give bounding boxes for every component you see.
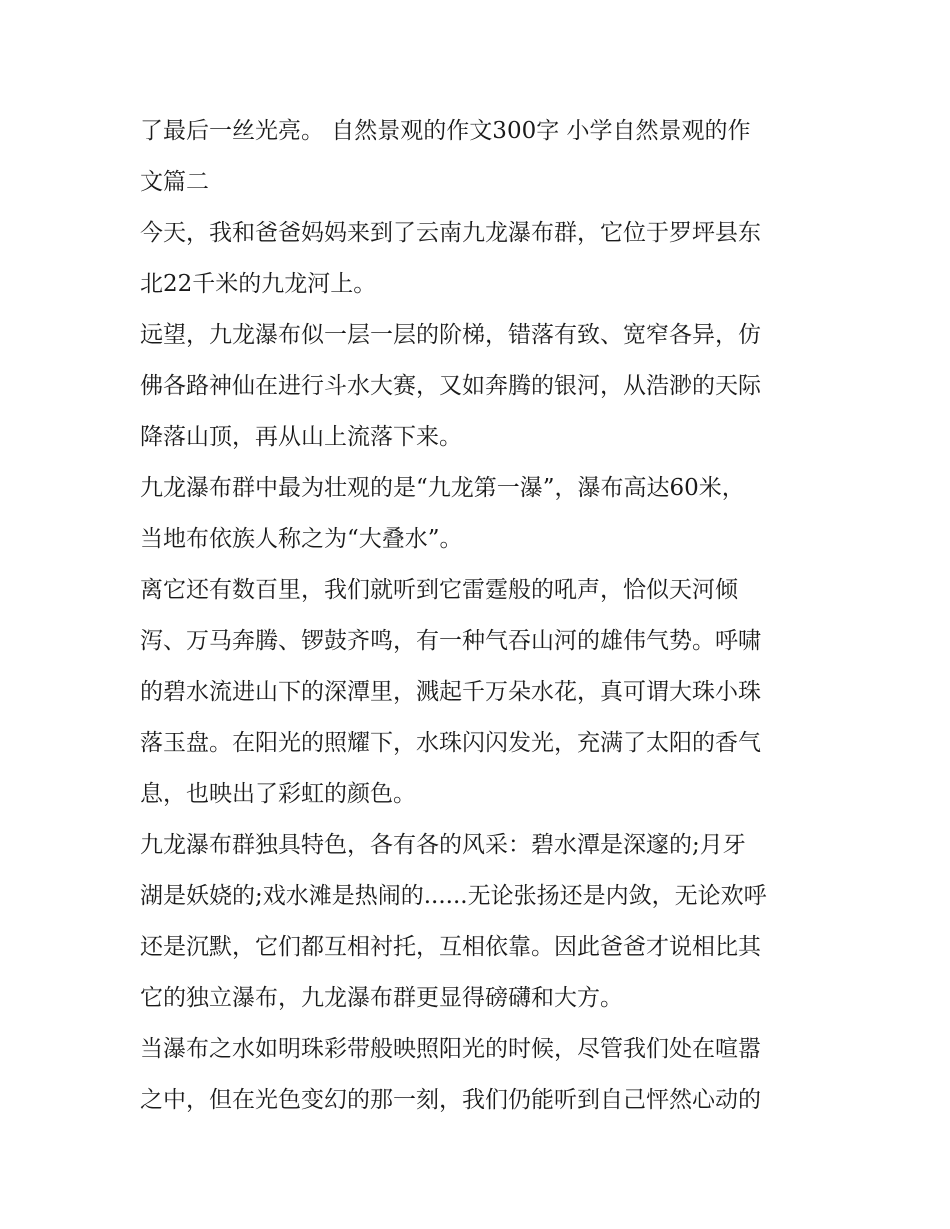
text-line: 还是沉默，它们都互相衬托，互相依靠。因此爸爸才说相比其 [140,934,761,960]
text-line: 远望，九龙瀑布似一层一层的阶梯，错落有致、宽窄各异，仿 [140,322,761,348]
text-line: 之中，但在光色变幻的那一刻，我们仍能听到自己怦然心动的 [140,1087,761,1113]
text-line: 它的独立瀑布，九龙瀑布群更显得磅礴和大方。 [140,985,623,1011]
text-line: 当地布依族人称之为“大叠水”。 [140,526,463,552]
text-line: 降落山顶，再从山上流落下来。 [140,424,462,450]
text-line: 了最后一丝光亮。 自然景观的作文300字 小学自然景观的作 [140,118,751,144]
text-line: 佛各路神仙在进行斗水大赛，又如奔腾的银河，从浩渺的天际 [140,373,761,399]
text-line: 的碧水流进山下的深潭里，溅起千万朵水花，真可谓大珠小珠 [140,679,761,705]
text-line: 湖是妖娆的;戏水滩是热闹的......无论张扬还是内敛，无论欢呼 [140,883,767,909]
text-line: 文篇二 [140,169,209,195]
text-line: 北22千米的九龙河上。 [140,271,377,297]
text-line: 当瀑布之水如明珠彩带般映照阳光的时候，尽管我们处在喧嚣 [140,1036,761,1062]
text-line: 泻、万马奔腾、锣鼓齐鸣，有一种气吞山河的雄伟气势。呼啸 [140,628,761,654]
text-line: 落玉盘。在阳光的照耀下，水珠闪闪发光，充满了太阳的香气 [140,730,761,756]
text-line: 离它还有数百里，我们就听到它雷霆般的吼声，恰似天河倾 [140,577,738,603]
essay-text [140,106,820,1126]
text-line: 九龙瀑布群独具特色，各有各的风采：碧水潭是深邃的;月牙 [140,832,746,858]
text-line: 息，也映出了彩虹的颜色。 [140,781,416,807]
text-line: 九龙瀑布群中最为壮观的是“九龙第一瀑”，瀑布高达60米， [140,475,745,501]
text-line: 今天，我和爸爸妈妈来到了云南九龙瀑布群，它位于罗坪县东 [140,220,761,246]
